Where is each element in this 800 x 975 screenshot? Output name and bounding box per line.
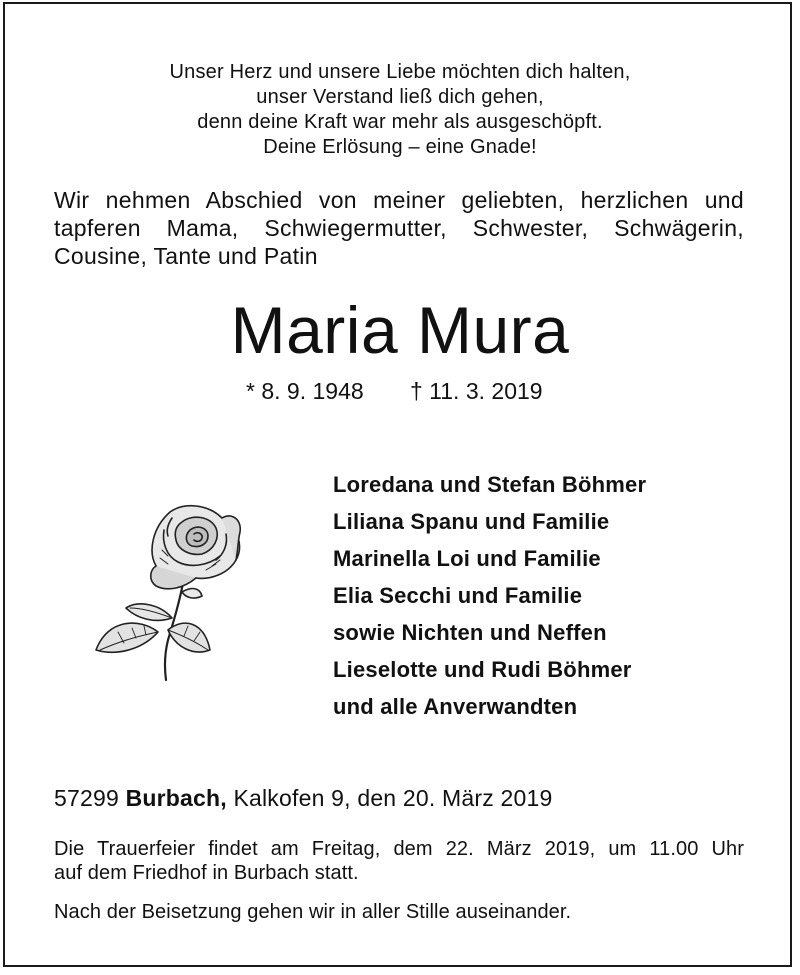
poem-line: Deine Erlösung – eine Gnade!: [263, 136, 537, 158]
mourner-entry: und alle Anverwandten: [333, 694, 578, 719]
address-line: [54, 784, 754, 812]
intro-line: Cousine, Tante und Patin: [54, 243, 318, 269]
town: Burbach,: [125, 785, 227, 811]
mourner-entry: sowie Nichten und Neffen: [333, 620, 607, 645]
life-dates: [0, 377, 800, 407]
intro-line: tapferen Mama, Schwiegermutter, Schwester, Schwägerin,: [54, 215, 744, 241]
mourner-entry: Lieselotte und Rudi Böhmer: [333, 657, 632, 682]
farewell-intro: [54, 186, 744, 270]
poem-line: unser Verstand ließ dich gehen,: [256, 86, 544, 108]
mourners-list: [333, 466, 753, 725]
mourner-entry: Liliana Spanu und Familie: [333, 509, 610, 534]
deceased-name: Maria Mura: [230, 293, 570, 367]
poem-line: denn deine Kraft war mehr als ausgeschöpft.: [197, 111, 603, 133]
mourner-entry: Elia Secchi und Familie: [333, 583, 583, 608]
street-and-date: Kalkofen 9, den 20. März 2019: [233, 785, 553, 811]
mourner-entry: Marinella Loi und Familie: [333, 546, 601, 571]
funeral-line: auf dem Friedhof in Burbach statt.: [54, 862, 359, 884]
rose-icon: [92, 500, 252, 685]
mourner-entry: Loredana und Stefan Böhmer: [333, 472, 647, 497]
poem: [0, 60, 800, 160]
death-date: † 11. 3. 2019: [410, 378, 543, 404]
closing-note: Nach der Beisetzung gehen wir in aller Stille auseinander.: [54, 901, 572, 923]
funeral-line: Die Trauerfeier findet am Freitag, dem 22. März 2019, um 11.00 Uhr: [54, 838, 744, 860]
birth-date: * 8. 9. 1948: [246, 378, 364, 404]
intro-line: Wir nehmen Abschied von meiner geliebten, herzlichen und: [54, 187, 744, 213]
postcode: 57299: [54, 785, 119, 811]
funeral-info: [54, 837, 744, 885]
poem-line: Unser Herz und unsere Liebe möchten dich halten,: [169, 61, 631, 83]
